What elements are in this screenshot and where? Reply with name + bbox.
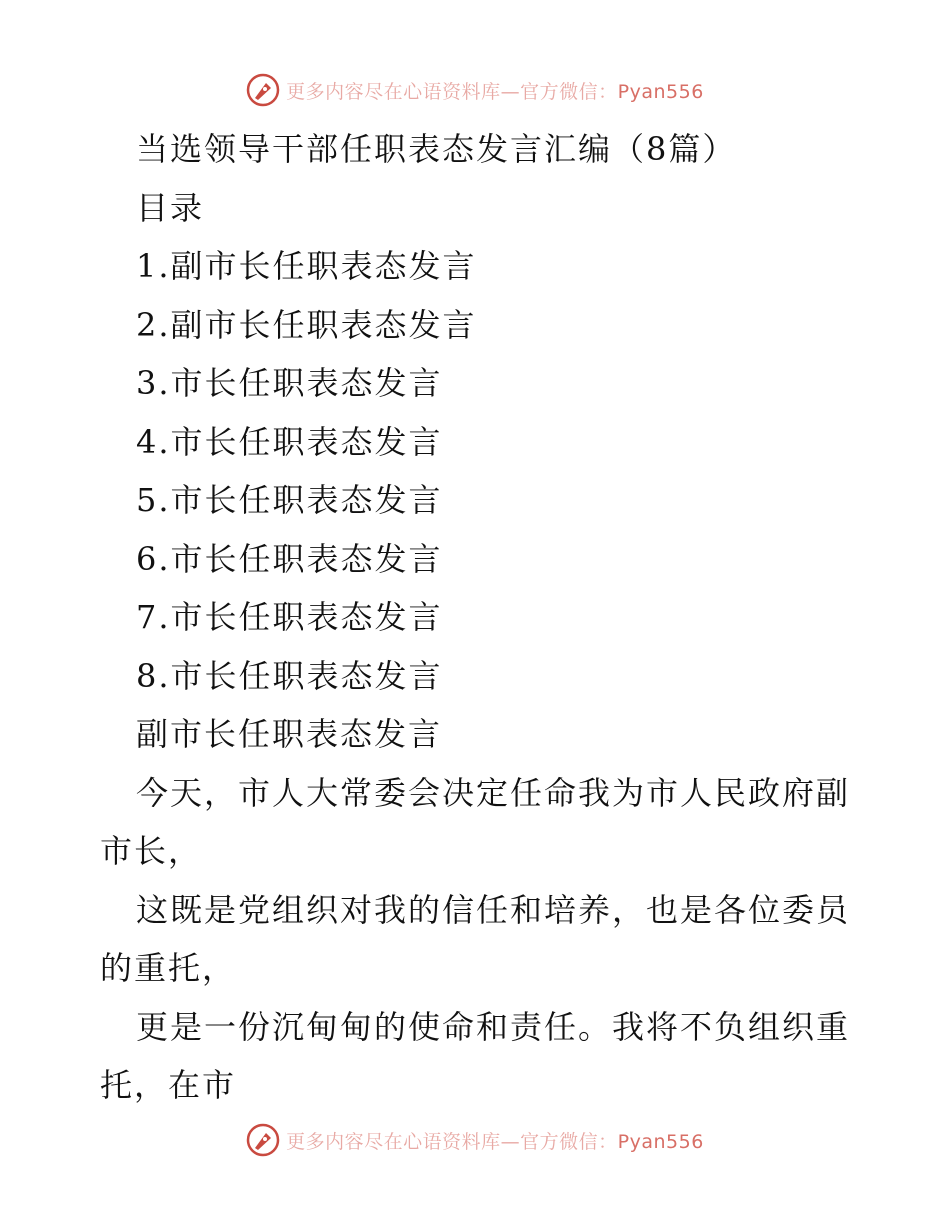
pen-nib-logo-icon — [246, 73, 280, 107]
toc-item: 3.市长任职表态发言 — [136, 364, 443, 402]
section-title: 副市长任职表态发言 — [136, 715, 443, 753]
body-paragraph: 这既是党组织对我的信任和培养，也是各位委员的重托， — [100, 890, 851, 987]
document-title: 当选领导干部任职表态发言汇编（8篇） — [136, 130, 737, 168]
pen-nib-logo-icon — [246, 1123, 280, 1157]
watermark-text: 更多内容尽在心语资料库—官方微信：Pyan556 — [286, 80, 704, 103]
watermark-footer — [0, 1120, 950, 1160]
toc-item: 4.市长任职表态发言 — [136, 422, 443, 461]
watermark-text: 更多内容尽在心语资料库—官方微信：Pyan556 — [286, 1130, 704, 1153]
toc-item: 5.市长任职表态发言 — [136, 481, 443, 519]
toc-item: 1.副市长任职表态发言 — [136, 247, 477, 285]
body-paragraph: 今天，市人大常委会决定任命我为市人民政府副市长， — [100, 773, 851, 870]
toc-item: 2.副市长任职表态发言 — [136, 305, 477, 344]
wechat-id: Pyan556 — [617, 80, 704, 103]
toc-item: 8.市长任职表态发言 — [136, 656, 443, 695]
wechat-id: Pyan556 — [617, 1130, 704, 1153]
body-paragraph: 更是一份沉甸甸的使命和责任。我将不负组织重托，在市 — [100, 1007, 851, 1104]
watermark-header — [0, 70, 950, 110]
toc-item: 7.市长任职表态发言 — [136, 598, 443, 636]
document-body — [100, 120, 860, 1115]
toc-heading: 目录 — [136, 188, 205, 227]
toc-item: 6.市长任职表态发言 — [136, 539, 443, 578]
